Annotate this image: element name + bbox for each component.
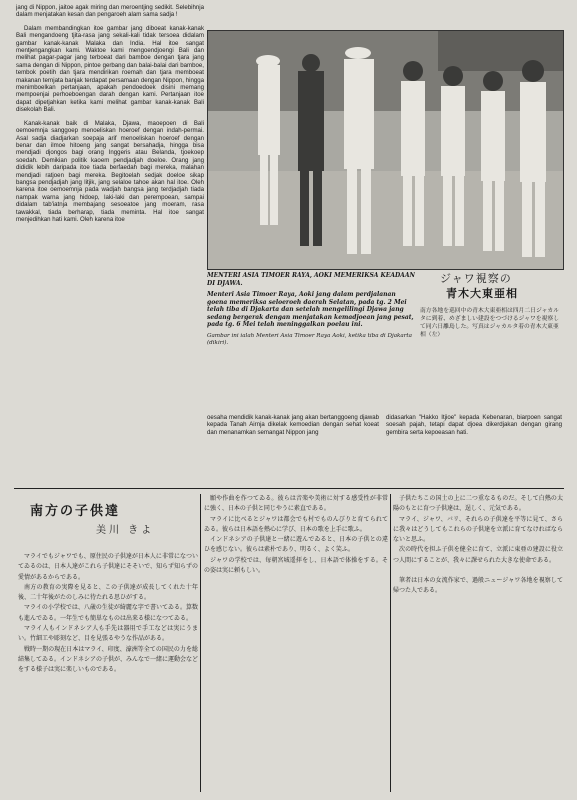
- jp-photo-caption: [420, 272, 563, 412]
- ministers-arrival-photo: [207, 30, 564, 270]
- left-paragraph-3: Kanak-kanak baik di Malaka, Djawa, maoepoen di Bali oemoemnja sanggoep menoeliskan hoeroef dengan indah-permai. Asal sadja diadjarkan soepaja arif menoeliskan hoeroef dengan benar dan ilmoe hitoeng jang sangat bersahadja, hingga bisa mendjadi djongos bagi orang Inggeris atau Belanda, tjoekoep soedah. Demikian politik kaoem pendjadjah doeloe. Orang jang dididik lebih daripada itoe tiada berfaedah bagi mereka, malahan mendjadi ratjoen bagi mereka. Begitoelah sedjak doeloe sikap bangsa pendjadjah jang litjik, jang selaloe tahoe akan hal itoe. Oleh karena itoe oemoemnja pada wadjah bangsa jang terdjadjah tiada nampak warna jang hidoep, laki-laki dan perempoean, sampai didalam tab'iatnja membajang sesoeatoe jang moeram, rasa tawakkal, tiada berharap, tiada meminta. Hal itoe sangat menjedihkan hati kami. Oleh karena itoe: [16, 119, 204, 223]
- right-paragraph: didasarkan "Hakko Itjioe" kepada Kebenaran, biarpoen sangat soesah pajah, tetapi dapat djoea dikerdjakan dengan girang gembira serta kepoeasan hati.: [386, 414, 562, 436]
- left-paragraph-1: jang di Nippon, jaitoe agak miring dan meroentjing sedikit. Selebihnja dalam menjatakan kesan dan pengaroeh alam sama sadja !: [16, 4, 204, 19]
- jp-col2-paragraph-2: マライに比べるとジャワは都会でも村でものんびりと育てられてゐる。彼らは日本語を熱心に学び、日本の歌を上手に歌ふ。: [204, 515, 388, 533]
- jp-col1-paragraph-3: マライの小学校では、八歳の生徒が綺麗な字で書いてゐる。算数も進んでゐる。一年生でも簡単なものは出来る様になつてゐる。: [18, 604, 198, 622]
- jp-column-2: [204, 494, 388, 790]
- jp-article-author: 美川 きよ: [96, 525, 155, 536]
- mid-paragraph: oesaha mendidik kanak-kanak jang akan bertanggoeng djawab kepada Tanah Airnja dikelak kemoedian dengan sehat koeat dan menanamkan semangat Nippon jang: [207, 414, 379, 436]
- jp-col1-paragraph-2: 南方の教育の実際を見ると、この子供達が成長してくれた十年後、二十年後がたのしみに待たれる思ひがする。: [18, 583, 198, 602]
- jp-article-title: 南方の子供達: [30, 504, 121, 519]
- right-column-article: [386, 414, 562, 482]
- column-divider-2: [390, 494, 391, 792]
- jp-col3-paragraph-4: 筆者は日本の女流作家で、過般ニュージャワ各地を視察して帰つた人である。: [393, 577, 563, 595]
- section-divider: [14, 488, 564, 489]
- column-divider-1: [200, 494, 201, 792]
- jp-caption-title-1: ジャワ視察の: [440, 272, 512, 285]
- left-column-article: [16, 4, 204, 482]
- photo-caption-text: Menteri Asia Timoer Raya, Aoki jang dalam perdjalanan goena memeriksa seloeroeh daerah Selatan, pada tg. 2 Mei telah tiba di Djakarta dan setelah mengelilingi Djawa jang sedang bergerak dengan menjatakan kemadjoean jang pesat, pada tg. 6 Mei telah meninggalkan poelau ini.: [207, 291, 414, 328]
- jp-col1-paragraph-5: 戦時一期の現在日本はマライ、印度、濠洲等全ての国民の力を総結集してゐる。インドネシアの子供が、みんなで一緒に運動会などをする様子は実に楽しいものである。: [18, 645, 198, 674]
- jp-caption-body: 南方各地を巡回中の青木大東亜相は四月二日ジャカルタに到着、めざましい建設をつづけるジャワを視察して同六日離島した。写真はジャカルタ着の青木大東亜相（左）: [420, 308, 560, 338]
- jp-caption-title-2: 青木大東亜相: [446, 287, 518, 300]
- photo-caption: [207, 272, 415, 414]
- jp-column-1: [18, 552, 198, 790]
- jp-col3-paragraph-3: 次の時代を担ふ子供を健全に育て、立派に東亜の建設に役立つ人間にすることが、我々に課せられた大きな使命である。: [393, 546, 563, 564]
- jp-col1-paragraph-4: マライ人もインドネシア人も手先は器用で手工などは実にうまい。竹細工や彫刻など、目を見張るやうな作品がある。: [18, 625, 198, 643]
- ministers-arrival-photo-icon: [208, 31, 563, 269]
- photo-caption-note: Gambar ini ialah Menteri Asia Timoer Raya Aoki, ketika tiba di Djakarta (dikiri).: [207, 332, 413, 346]
- jp-col3-paragraph-1: 子供たちこの国土の上に二つ重なるものだ。そして白熱の太陽のもとに育つ子供達は、逞しく、元気である。: [393, 495, 563, 513]
- photo-caption-title: MENTERI ASIA TIMOER RAYA, AOKI MEMERIKSA KEADAAN DI DJAWA.: [207, 272, 415, 287]
- jp-col2-paragraph-3: インドネシアの子供達と一緒に遊んでゐると、日本の子供との違ひを感じない。彼らは素朴であり、明るく、よく笑ふ。: [204, 536, 388, 554]
- left-paragraph-2: Dalam membandingkan itoe gambar jang diboeat kanak-kanak Bali mengandoeng tjita-rasa jang sekali-kali tidak tersoea didalam gambar kanak-kanak Malaka dan India. Hal itoe sangat mentjengangkan kami. Waktoe kami mengoendjoengi Bali dan melihat pagar-pagar jang terboeat dari bamboe dengan tjara jang sama dengan di Nippon, pintoe gerbang dan balai-balai dari bamboe, tembok poetih dan tjara mendirikan roemah dan tjara memboeat makanan ternjata banjak terdapat persamaan dengan Nippon, hingga menimboelkan pertanjaan, apakah pendoedoek disini memang mempoenjai perhoeboengan darah dengan kami. Pertanjaan itoe dapat dipetjahkan ketika kami melihat gambar kanak-kanak Bali disekolah Bali.: [16, 24, 204, 114]
- jp-col2-paragraph-4: ジャワの学校では、毎朝宮城遥拝をし、日本語で体操をする。その姿は実に頼もしい。: [204, 556, 388, 575]
- mid-column-article: [207, 414, 379, 482]
- jp-col2-paragraph-1: 願や作曲を作つてゐる。彼らは音楽や美術に対する感受性が非常に強く、日本の子供と同じやうに素直である。: [204, 495, 388, 513]
- jp-col1-paragraph-1: マライでもジャワでも、原住民の子供達が日本人に非常になついてゐるのは、日本人達がこれら子供達にそそいで、知らず知らずの愛情があるからである。: [18, 553, 198, 581]
- jp-column-3: [393, 494, 563, 790]
- jp-col3-paragraph-2: マライ、ジャワ、バリ、それらの子供達を平等に見て、さらに我々はどうしてもこれらの子供達を立派に育てなければならないと思ふ。: [393, 515, 563, 544]
